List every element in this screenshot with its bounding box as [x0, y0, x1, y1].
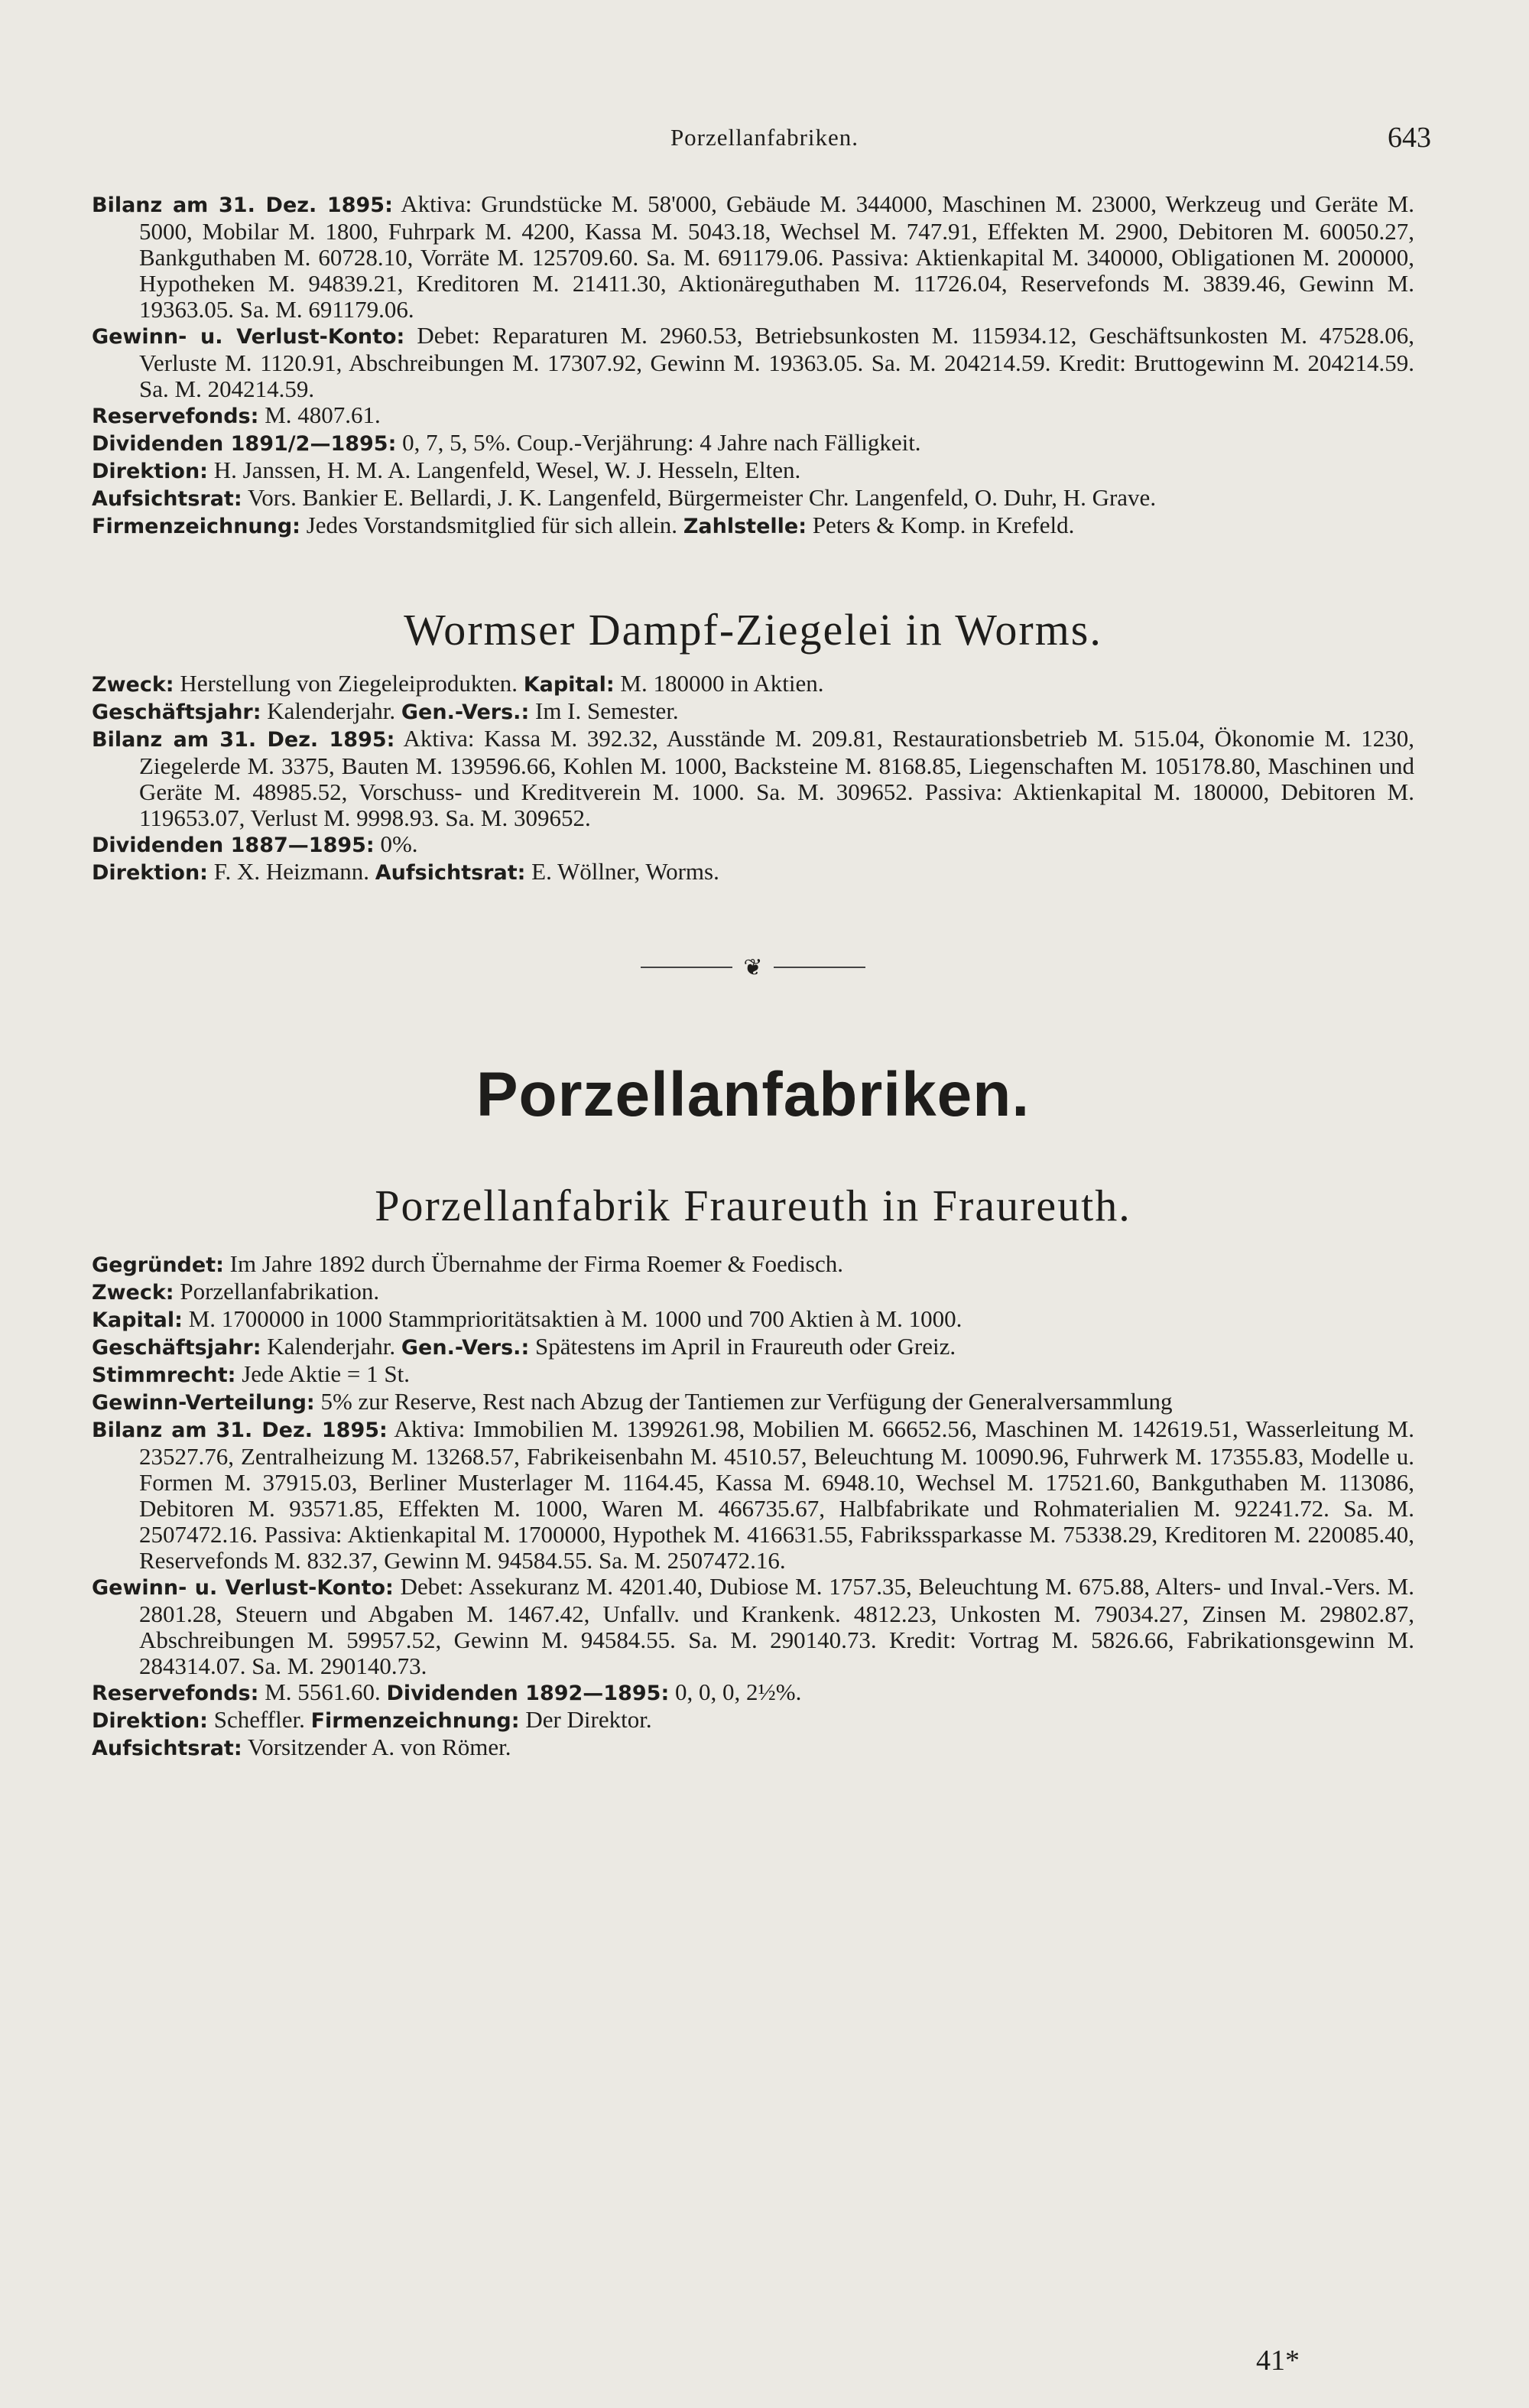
page-body [92, 191, 1414, 1762]
field-text: 5% zur Reserve, Rest nach Abzug der Tantiemen zur Verfügung der Generalversammlung [314, 1388, 1173, 1415]
field-text: F. X. Heizmann. [207, 858, 375, 885]
field-label: Bilanz am 31. Dez. 1895: [92, 728, 395, 752]
field-text: M. 1700000 in 1000 Stammprioritätsaktien à M. 1000 und 700 Aktien à M. 1000. [182, 1305, 963, 1332]
field-label: Gen.-Vers.: [401, 1336, 530, 1360]
section-title: Porzellanfabriken. [476, 1060, 1031, 1129]
field-label: Gewinn- u. Verlust-Konto: [92, 1576, 394, 1600]
field-label: Aufsichtsrat: [92, 487, 242, 511]
field-text: Der Direktor. [519, 1706, 652, 1733]
field-text: Spätestens im April in Fraureuth oder Greiz. [529, 1333, 956, 1360]
field-text: Jede Aktie = 1 St. [235, 1360, 411, 1387]
field-label: Gewinn- u. Verlust-Konto: [92, 325, 405, 349]
company-title-worms: Wormser Dampf-Ziegelei in Worms. [404, 605, 1102, 655]
field-text: Aktiva: Grundstücke M. 58'000, Gebäude M. 344000, Maschinen M. 23000, Werkzeug und Geräte M. 5000, Mobilar M. 1800, Fuhrpark M. 4200, Kassa M. 5043.18, Wechsel M. 747.91, Effekten M. 2900, Debitoren M. 60050.27, Bankguthaben M. 60728.10, Vorräte M. 125709.60. Sa. M. 691179.06. Passiva: Aktienkapital M. 340000, Obligationen M. 200000, Hypotheken M. 94839.21, Kreditoren M. 21411.30, Aktionäreguthaben M. 11726.04, Reservefonds M. 3839.46, Gewinn M. 19363.05. Sa. M. 691179.06. [139, 190, 1415, 323]
page-number: 643 [1388, 122, 1431, 154]
sheet-signature: 41* [1256, 2345, 1300, 2377]
field-label: Stimmrecht: [92, 1363, 236, 1387]
field-label: Direktion: [92, 861, 208, 885]
field-label: Bilanz am 31. Dez. 1895: [92, 193, 393, 217]
field-label: Firmenzeichnung: [310, 1709, 520, 1733]
entry-paragraph [92, 323, 1414, 402]
field-label: Reservefonds: [92, 1682, 259, 1705]
section-divider [92, 952, 1414, 983]
field-label: Gen.-Vers.: [401, 700, 530, 724]
entry-paragraph [92, 671, 1414, 698]
page-header [0, 121, 1529, 154]
field-text: M. 180000 in Aktien. [614, 670, 824, 697]
field-label: Zweck: [92, 1281, 174, 1305]
divider-rule [774, 967, 865, 968]
field-label: Kapital: [92, 1308, 183, 1332]
entry-paragraph [92, 1679, 1414, 1707]
entry-paragraph [92, 1251, 1414, 1279]
field-text: Kalenderjahr. [261, 697, 401, 724]
field-text: M. 4807.61. [258, 401, 381, 428]
fleuron-icon: ❦ [743, 954, 763, 980]
entry-paragraph [92, 726, 1414, 831]
field-label: Reservefonds: [92, 405, 259, 428]
field-label: Direktion: [92, 1709, 208, 1733]
divider-rule [641, 967, 732, 968]
entry-paragraph [92, 831, 1414, 859]
field-text: Vors. Bankier E. Bellardi, J. K. Langenfeld, Bürgermeister Chr. Langenfeld, O. Duhr, H. Grave. [242, 484, 1157, 511]
field-text: 0%. [374, 830, 418, 857]
entry-paragraph [92, 457, 1414, 485]
entry-paragraph [92, 1279, 1414, 1306]
running-title: Porzellanfabriken. [670, 124, 859, 151]
field-text: M. 5561.60. [258, 1678, 387, 1705]
entry-paragraph [92, 1707, 1414, 1734]
field-label: Gegründet: [92, 1253, 224, 1277]
field-text: Porzellanfabrikation. [174, 1278, 380, 1305]
field-text: Im Jahre 1892 durch Übernahme der Firma Roemer & Foedisch. [223, 1250, 843, 1277]
entry-paragraph [92, 1361, 1414, 1389]
field-label: Aufsichtsrat: [92, 1737, 242, 1760]
field-text: Debet: Reparaturen M. 2960.53, Betriebsunkosten M. 115934.12, Geschäftsunkosten M. 47528.06, Verluste M. 1120.91, Abschreibungen M. 17307.92, Gewinn M. 19363.05. Sa. M. 204214.59. Kredit: Bruttogewinn M. 204214.59. Sa. M. 204214.59. [139, 322, 1415, 402]
field-text: Vorsitzender A. von Römer. [242, 1734, 511, 1760]
field-text: Debet: Assekuranz M. 4201.40, Dubiose M. 1757.35, Beleuchtung M. 675.88, Alters- und Inval.-Vers. M. 2801.28, Steuern und Abgaben M. 1467.42, Unfallv. und Krankenk. 4812.23, Unkosten M. 79034.27, Zinsen M. 29802.87, Abschreibungen M. 59957.52, Gewinn M. 94584.55. Sa. M. 290140.73. Kredit: Vortrag M. 5826.66, Fabrikationsgewinn M. 284314.07. Sa. M. 290140.73. [139, 1573, 1414, 1679]
field-label: Dividenden 1891/2—1895: [92, 432, 397, 456]
entry-paragraph [92, 512, 1414, 540]
entry-paragraph [92, 1306, 1414, 1334]
field-text: Aktiva: Immobilien M. 1399261.98, Mobilien M. 66652.56, Maschinen M. 142619.51, Wasserleitung M. 23527.76, Zentralheizung M. 13268.57, Fabrikeisenbahn M. 4510.57, Beleuchtung M. 10090.96, Fuhrwerk M. 17355.83, Modelle u. Formen M. 37915.03, Berliner Musterlager M. 1164.45, Kassa M. 6948.10, Wechsel M. 17521.60, Bankguthaben M. 113086, Debitoren M. 93571.85, Effekten M. 1000, Waren M. 466735.67, Halbfabrikate und Rohmaterialien M. 92241.72. Sa. M. 2507472.16. Passiva: Aktienkapital M. 1700000, Hypothek M. 416631.55, Fabrikssparkasse M. 75338.29, Kreditoren M. 220085.40, Reservefonds M. 832.37, Gewinn M. 94584.55. Sa. M. 2507472.16. [139, 1415, 1414, 1574]
field-text: 0, 7, 5, 5%. Coup.-Verjährung: 4 Jahre nach Fälligkeit. [396, 429, 921, 456]
field-text: 0, 0, 0, 2½%. [669, 1678, 802, 1705]
field-label: Geschäftsjahr: [92, 700, 261, 724]
entry-worms [92, 671, 1414, 886]
entry-paragraph [92, 1416, 1414, 1574]
field-label: Kapital: [523, 673, 615, 697]
field-label: Dividenden 1892—1895: [386, 1682, 670, 1705]
field-label: Geschäftsjahr: [92, 1336, 261, 1360]
entry-fraureuth [92, 1251, 1414, 1762]
field-text: Aktiva: Kassa M. 392.32, Ausstände M. 209.81, Restaurationsbetrieb M. 515.04, Ökonomie M. 1230, Ziegelerde M. 3375, Bauten M. 139596.66, Kohlen M. 1000, Backsteine M. 8168.85, Liegenschaften M. 105178.80, Maschinen und Geräte M. 48985.52, Vorschuss- und Kreditverein M. 1000. Sa. M. 309652. Passiva: Aktienkapital M. 180000, Debitoren M. 119653.07, Verlust M. 9998.93. Sa. M. 309652. [139, 725, 1414, 831]
entry-paragraph [92, 859, 1414, 886]
field-label: Zweck: [92, 673, 174, 697]
entry-paragraph [92, 698, 1414, 726]
field-label: Aufsichtsrat: [375, 861, 526, 885]
field-text: H. Janssen, H. M. A. Langenfeld, Wesel, W. J. Hesseln, Elten. [207, 457, 801, 483]
field-label: Zahlstelle: [683, 515, 807, 538]
entry-paragraph [92, 1574, 1414, 1679]
entry-paragraph [92, 402, 1414, 430]
field-label: Bilanz am 31. Dez. 1895: [92, 1418, 388, 1442]
field-text: Jedes Vorstandsmitglied für sich allein. [300, 512, 683, 538]
entry-paragraph [92, 191, 1414, 323]
field-text: E. Wöllner, Worms. [525, 858, 719, 885]
field-text: Herstellung von Ziegeleiprodukten. [174, 670, 524, 697]
field-text: Peters & Komp. in Krefeld. [807, 512, 1075, 538]
field-label: Dividenden 1887—1895: [92, 834, 375, 857]
entry-paragraph [92, 430, 1414, 457]
field-text: Kalenderjahr. [261, 1333, 401, 1360]
field-label: Direktion: [92, 460, 208, 483]
entry-previous-company [92, 191, 1414, 540]
company-title-fraureuth: Porzellanfabrik Fraureuth in Fraureuth. [375, 1181, 1131, 1230]
field-text: Im I. Semester. [529, 697, 679, 724]
field-label: Firmenzeichnung: [92, 515, 300, 538]
entry-paragraph [92, 1734, 1414, 1762]
entry-paragraph [92, 1389, 1414, 1416]
entry-paragraph [92, 1334, 1414, 1361]
field-label: Gewinn-Verteilung: [92, 1391, 315, 1415]
field-text: Scheffler. [207, 1706, 311, 1733]
entry-paragraph [92, 485, 1414, 512]
